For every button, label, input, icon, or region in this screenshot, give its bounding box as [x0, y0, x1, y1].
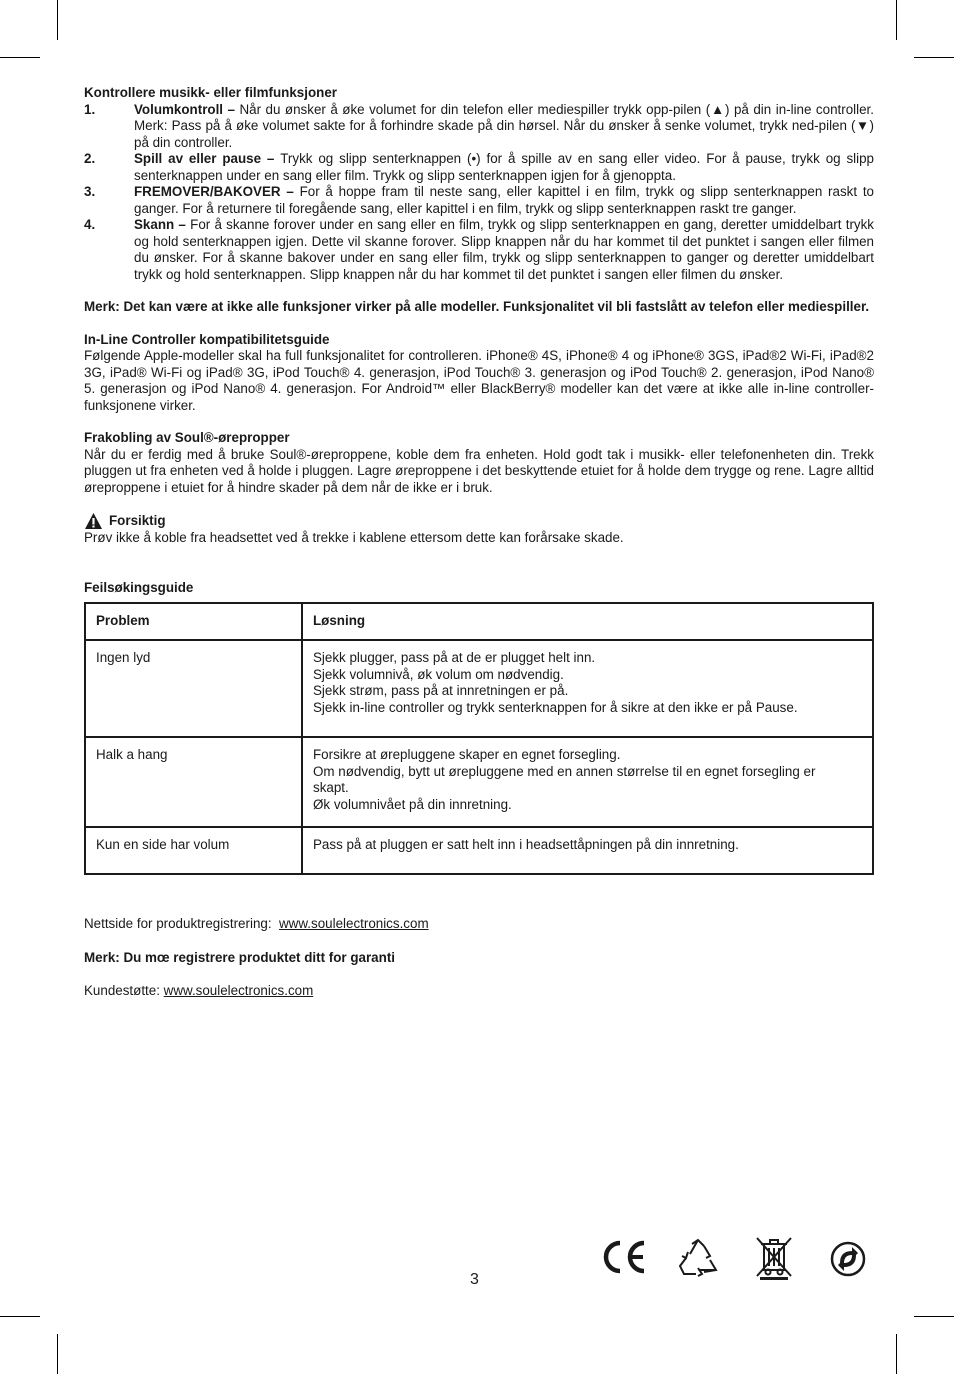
support-line	[84, 983, 874, 1000]
compat-heading: In-Line Controller kompatibilitetsguide	[84, 331, 330, 347]
item-number: 3.	[84, 184, 96, 199]
item-label: FREMOVER/BAKOVER –	[134, 184, 294, 199]
problem-cell: Kun en side har volum	[85, 827, 302, 874]
crop-mark	[57, 0, 58, 40]
crop-mark	[896, 0, 897, 40]
registration-label: Nettside for produktregistrering:	[84, 916, 272, 931]
item-number: 2.	[84, 151, 96, 166]
solution-cell	[302, 827, 873, 874]
item-label: Spill av eller pause	[134, 151, 262, 166]
table-row	[85, 737, 873, 827]
warranty-note: Merk: Du mœ registrere produktet ditt for garanti	[84, 949, 395, 965]
header-solution: Løsning	[302, 603, 873, 640]
item-text: Når du ønsker å øke volumet for din telefon eller mediespiller trykk opp-pilen (▲) på din in-line controller. Merk: Pass på å øke volumet sakte for å forhindre skade på din hørsel. Når du ønsker å senke volumet, trykk ned-pilen (▼) på din controller.	[134, 101, 874, 150]
solution-line: Pass på at pluggen er satt helt inn i headsettåpningen på din innretning.	[313, 837, 739, 852]
caution-title: Forsiktig	[109, 512, 166, 528]
registration-link[interactable]: www.soulelectronics.com	[279, 916, 429, 931]
solution-line: Øk volumnivået på din innretning.	[313, 796, 512, 812]
crop-mark	[0, 1316, 40, 1317]
crop-mark	[0, 57, 40, 58]
compliance-marks	[596, 1236, 874, 1280]
table-header-row	[85, 603, 873, 640]
list-item	[84, 151, 874, 184]
problem-cell: Ingen lyd	[85, 640, 302, 737]
solution-line: Om nødvendig, bytt ut ørepluggene med en annen størrelse til en egnet forsegling er skapt.	[313, 763, 816, 795]
solution-cell	[302, 737, 873, 827]
controls-list	[84, 102, 874, 284]
solution-cell	[302, 640, 873, 737]
ce-mark-icon	[600, 1240, 648, 1274]
problem-cell: Halk a hang	[85, 737, 302, 827]
list-item	[84, 184, 874, 217]
item-sep: –	[261, 151, 281, 166]
list-item	[84, 102, 874, 152]
solution-line: Sjekk volumnivå, øk volum om nødvendig.	[313, 666, 564, 682]
crop-mark	[896, 1334, 897, 1374]
warning-triangle-icon	[84, 512, 103, 530]
solution-line: Sjekk in-line controller og trykk senterknappen for å sikre at den ikke er på Pause.	[313, 699, 798, 715]
recycle-icon	[676, 1238, 720, 1278]
page-number: 3	[470, 1271, 479, 1288]
table-row	[85, 640, 873, 737]
table-row	[85, 827, 873, 874]
disconnect-text: Når du er ferdig med å bruke Soul®-øreproppene, koble dem fra enheten. Hold godt tak i musikk- eller telefonenheten din. Trekk pluggen ut fra enheten ved å holde i pluggen. Lagre øreproppene i det beskyttende etuiet for å holde dem trygge og rene. Lagre alltid øreproppene i etuiet for å hindre skader på dem når de ikke er i bruk.	[84, 446, 874, 495]
support-label: Kundestøtte:	[84, 983, 160, 998]
registration-line	[84, 916, 874, 933]
item-label: Skann	[134, 217, 175, 232]
item-number: 4.	[84, 217, 96, 232]
item-text: Trykk og slipp senterknappen (•) for å spille av en sang eller video. For å pause, trykk og slipp senterknappen under en sang eller film. Trykk og slipp senterknappen igjen for å gjenoppta.	[134, 151, 875, 183]
list-item	[84, 217, 874, 283]
item-sep: –	[223, 101, 240, 117]
item-sep: –	[174, 217, 191, 232]
item-text: For å skanne forover under en sang eller en film, trykk og slipp senterknappen en gang, deretter umiddelbart trykk og hold senterknappen igjen. Dette vil skanne forover. Slipp knappen når du har kommet til det punktet i sangen eller filmen du ønsker. For å skanne bakover under en sang eller film, trykk og slipp senterknappen to ganger og deretter umiddelbart trykk og hold senterknappen. Slipp knappen når du har kommet til det punktet i sangen eller filmen du ønsker.	[134, 217, 875, 282]
caution-heading	[84, 512, 874, 530]
crop-mark	[57, 1334, 58, 1374]
page-content	[84, 85, 874, 1000]
green-dot-icon	[830, 1241, 866, 1277]
weee-crossed-bin-icon	[754, 1236, 794, 1280]
solution-line: Forsikre at ørepluggene skaper en egnet forsegling.	[313, 747, 621, 762]
solution-line: Sjekk strøm, pass på at innretningen er på.	[313, 683, 569, 698]
troubleshooting-table	[84, 602, 874, 875]
caution-text: Prøv ikke å koble fra headsettet ved å trekke i kablene ettersom dette kan forårsake skade.	[84, 530, 624, 545]
crop-mark	[914, 1316, 954, 1317]
compat-text: Følgende Apple-modeller skal ha full funksjonalitet for controlleren. iPhone® 4S, iPhone® 4 og iPhone® 3GS, iPad®2 Wi-Fi, iPad®2 3G, iPad® Wi-Fi og iPad® 3G, iPod Touch® 4. generasjon, iPod Touch® 3. generasjon og iPod Touch® 2. generasjon, iPod Nano® 5. generasjon og iPod Nano® 4. generasjon. For Android™ eller BlackBerry® modeller kan det være at ikke alle in-line controller-funksjonene virker.	[84, 348, 874, 413]
support-link[interactable]: www.soulelectronics.com	[163, 983, 314, 998]
item-number: 1.	[84, 101, 96, 117]
models-note: Merk: Det kan være at ikke alle funksjoner virker på alle modeller. Funksjonalitet vil bli fastslått av telefon eller mediespiller.	[84, 299, 870, 314]
item-text: For å hoppe fram til neste sang, eller kapittel i en film, trykk og slipp senterknappen raskt to ganger. For å returnere til foregående sang, eller kapittel i en film, trykk og slipp senterknappen raskt tre ganger.	[134, 184, 874, 216]
crop-mark	[914, 57, 954, 58]
disconnect-heading: Frakobling av Soul®-ørepropper	[84, 430, 290, 445]
item-label: Volumkontroll	[134, 101, 224, 117]
controls-heading: Kontrollere musikk- eller filmfunksjoner	[84, 85, 337, 100]
header-problem: Problem	[85, 603, 302, 640]
solution-line: Sjekk plugger, pass på at de er plugget helt inn.	[313, 650, 596, 665]
troubleshooting-heading: Feilsøkingsguide	[84, 579, 194, 595]
